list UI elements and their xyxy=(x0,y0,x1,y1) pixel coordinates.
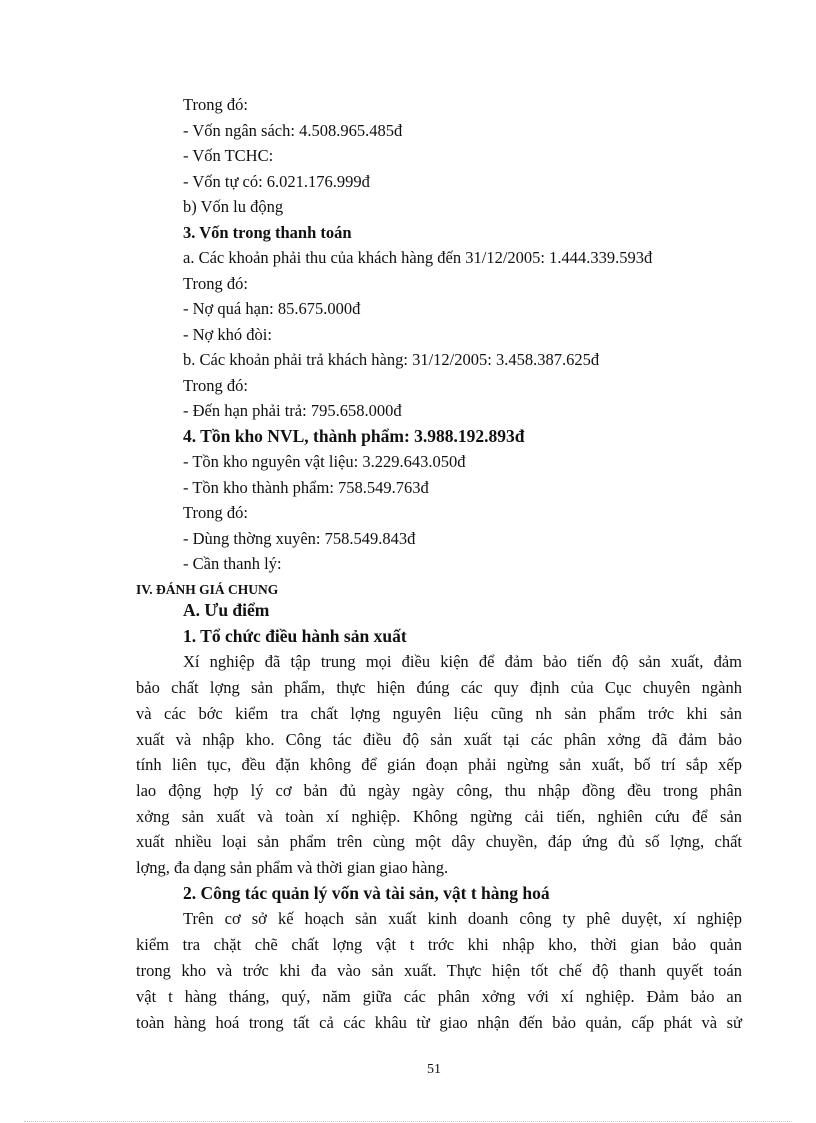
paragraph-line: Xí nghiệp đã tập trung mọi điều kiện để đảm bảo tiến độ sản xuất, đảm xyxy=(183,652,742,671)
section-3-heading: 3. Vốn trong thanh toán xyxy=(183,223,352,242)
paragraph-line: Trên cơ sở kế hoạch sản xuất kinh doanh công ty phê duyệt, xí nghiệp xyxy=(183,909,742,928)
nguyen-vat-lieu-line: - Tồn kho nguyên vật liệu: 3.229.643.050đ xyxy=(183,452,466,471)
page-number: 51 xyxy=(427,1062,441,1077)
paragraph-line: vật t hàng tháng, quý, năm giữa các phân xởng với xí nghiệp. Đảm bảo an xyxy=(136,987,742,1006)
paragraph-line: toàn hàng hoá trong tất cả các khâu từ giao nhận đến bảo quản, cấp phát và sử xyxy=(136,1013,742,1032)
phai-tra-line: b. Các khoản phải trả khách hàng: 31/12/2005: 3.458.387.625đ xyxy=(183,350,600,369)
phai-thu-line: a. Các khoản phải thu của khách hàng đến 31/12/2005: 1.444.339.593đ xyxy=(183,248,653,267)
no-qua-han-line: - Nợ quá hạn: 85.675.000đ xyxy=(183,299,361,318)
can-thanh-ly-line: - Cần thanh lý: xyxy=(183,554,282,573)
paragraph-line: xuất nhiều loại sản phẩm trên cùng một dây chuyền, đáp ứng đủ số lợng, chất xyxy=(136,832,742,851)
paragraph-line: lợng, đa dạng sản phẩm và thời gian giao hàng. xyxy=(136,858,449,877)
paragraph-line: xởng sản xuất và toàn xí nghiệp. Không ngừng cải tiến, nghiên cứu để sản xyxy=(136,807,742,826)
trong-do-label: Trong đó: xyxy=(183,503,248,522)
sub-heading-a: A. Ưu điểm xyxy=(183,600,270,620)
paragraph-line: và các bớc kiểm tra chất lợng nguyên liệu cũng nh sản phẩm trớc khi sản xyxy=(136,704,742,723)
trong-do-label: Trong đó: xyxy=(183,376,248,395)
no-kho-doi-line: - Nợ khó đòi: xyxy=(183,325,272,344)
von-tchc-line: - Vốn TCHC: xyxy=(183,146,274,165)
paragraph-line: bảo chất lợng sản phẩm, thực hiện đúng các quy định của Cục chuyên ngành xyxy=(136,678,742,697)
item-2-heading: 2. Công tác quản lý vốn và tài sản, vật t hàng hoá xyxy=(183,883,550,903)
trong-do-label: Trong đó: xyxy=(183,95,248,114)
von-ngan-sach-line: - Vốn ngân sách: 4.508.965.485đ xyxy=(183,121,403,140)
part-4-heading: IV. ĐÁNH GIÁ CHUNG xyxy=(136,582,279,597)
paragraph-line: tính liên tục, đều đặn không để gián đoạn phải ngừng sản xuất, bố trí sắp xếp xyxy=(136,755,742,774)
thanh-pham-line: - Tồn kho thành phẩm: 758.549.763đ xyxy=(183,478,429,497)
von-tu-co-line: - Vốn tự có: 6.021.176.999đ xyxy=(183,172,370,191)
von-luu-dong-line: b) Vốn lu động xyxy=(183,197,284,216)
paragraph-line: lao động hợp lý cơ bản đủ ngày ngày công, thu nhập đồng đều trong phân xyxy=(136,781,742,800)
item-1-heading: 1. Tổ chức điều hành sản xuất xyxy=(183,626,407,646)
den-han-line: - Đến hạn phải trả: 795.658.000đ xyxy=(183,401,402,420)
trong-do-label: Trong đó: xyxy=(183,274,248,293)
paragraph-line: trong kho và trớc khi đa vào sản xuất. Thực hiện tốt chế độ thanh quyết toán xyxy=(136,961,742,980)
dung-thuong-xuyen-line: - Dùng thờng xuyên: 758.549.843đ xyxy=(183,529,416,548)
paragraph-line: xuất và nhập kho. Công tác điều độ sản xuất tại các phân xởng đã đảm bảo xyxy=(136,730,742,749)
paragraph-line: kiểm tra chặt chẽ chất lợng vật t trớc khi nhập kho, thời gian bảo quản xyxy=(136,935,742,954)
section-4-heading: 4. Tồn kho NVL, thành phẩm: 3.988.192.893đ xyxy=(183,426,525,446)
page-bottom-border xyxy=(24,1121,792,1122)
